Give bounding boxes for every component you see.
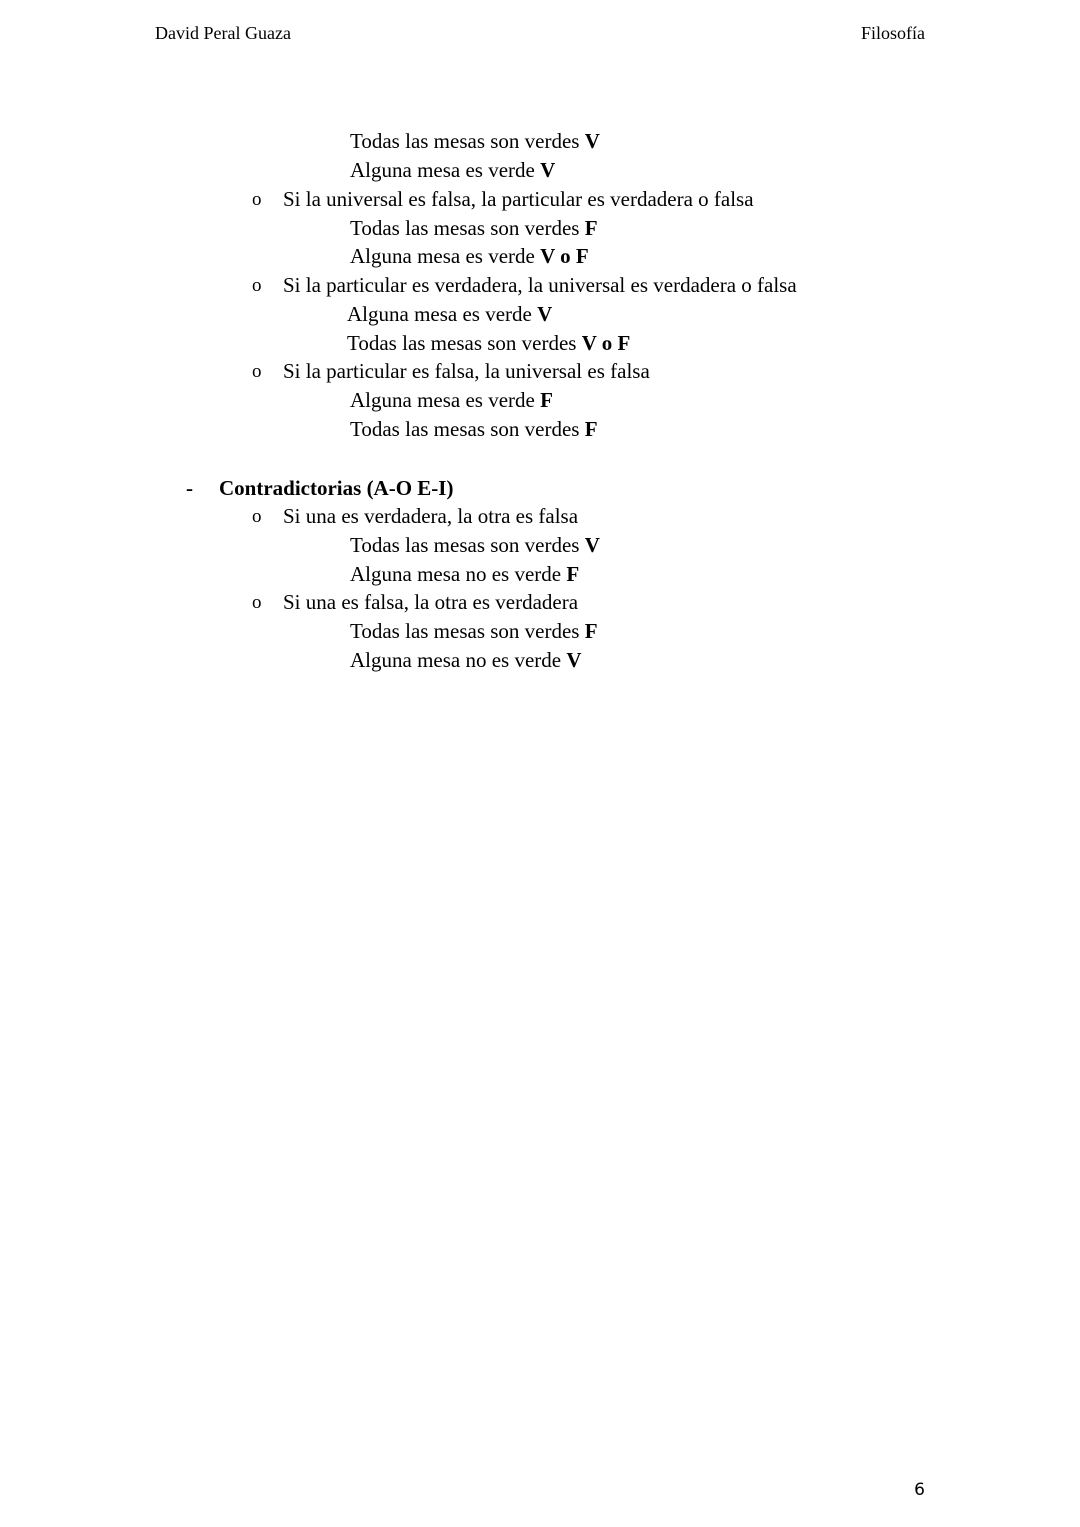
circle-bullet-icon: o	[252, 361, 262, 382]
header-author: David Peral Guaza	[155, 23, 291, 43]
example-line	[350, 646, 582, 674]
truth-value: V	[566, 648, 582, 672]
example-line	[350, 560, 579, 588]
example-text: Alguna mesa no es verde	[350, 648, 562, 672]
example-text: Todas las mesas son verdes	[350, 533, 580, 557]
rule-line: Si la particular es falsa, la universal es falsa	[283, 359, 650, 383]
example-line	[350, 156, 555, 184]
example-text: Todas las mesas son verdes	[350, 129, 580, 153]
example-line	[350, 127, 600, 155]
example-text: Alguna mesa es verde	[350, 388, 535, 412]
example-line	[347, 329, 630, 357]
truth-value: V	[584, 533, 600, 557]
example-text: Alguna mesa es verde	[350, 158, 535, 182]
page-number: 6	[914, 1480, 925, 1500]
truth-value: V	[584, 129, 600, 153]
example-text: Todas las mesas son verdes	[350, 619, 580, 643]
example-text: Todas las mesas son verdes	[350, 417, 580, 441]
rule-line: Si la particular es verdadera, la universal es verdadera o falsa	[283, 273, 797, 297]
example-text: Todas las mesas son verdes	[347, 331, 577, 355]
example-line	[350, 617, 598, 645]
example-line	[350, 531, 600, 559]
rule-line: Si una es verdadera, la otra es falsa	[283, 504, 579, 528]
circle-bullet-icon: o	[252, 189, 262, 210]
truth-value: V o F	[540, 244, 589, 268]
section-title: Contradictorias (A-O E-I)	[219, 476, 454, 500]
rule-line: Si la universal es falsa, la particular es verdadera o falsa	[283, 187, 754, 211]
example-text: Alguna mesa es verde	[350, 244, 535, 268]
truth-value: F	[584, 216, 598, 240]
header-subject: Filosofía	[860, 23, 925, 43]
circle-bullet-icon: o	[252, 275, 262, 296]
truth-value: F	[566, 562, 580, 586]
dash-bullet: -	[186, 476, 193, 500]
example-line	[350, 214, 598, 242]
example-text: Alguna mesa no es verde	[350, 562, 562, 586]
truth-value: V	[540, 158, 556, 182]
truth-value: V o F	[581, 331, 631, 355]
example-line	[347, 300, 552, 328]
example-text: Alguna mesa es verde	[347, 302, 532, 326]
example-line	[350, 415, 598, 443]
example-line	[350, 386, 553, 414]
circle-bullet-icon: o	[252, 592, 262, 613]
truth-value: F	[584, 417, 598, 441]
example-line	[350, 242, 589, 270]
circle-bullet-icon: o	[252, 506, 262, 527]
example-text: Todas las mesas son verdes	[350, 216, 580, 240]
truth-value: F	[540, 388, 553, 412]
truth-value: V	[537, 302, 553, 326]
rule-line: Si una es falsa, la otra es verdadera	[283, 590, 579, 614]
truth-value: F	[584, 619, 598, 643]
